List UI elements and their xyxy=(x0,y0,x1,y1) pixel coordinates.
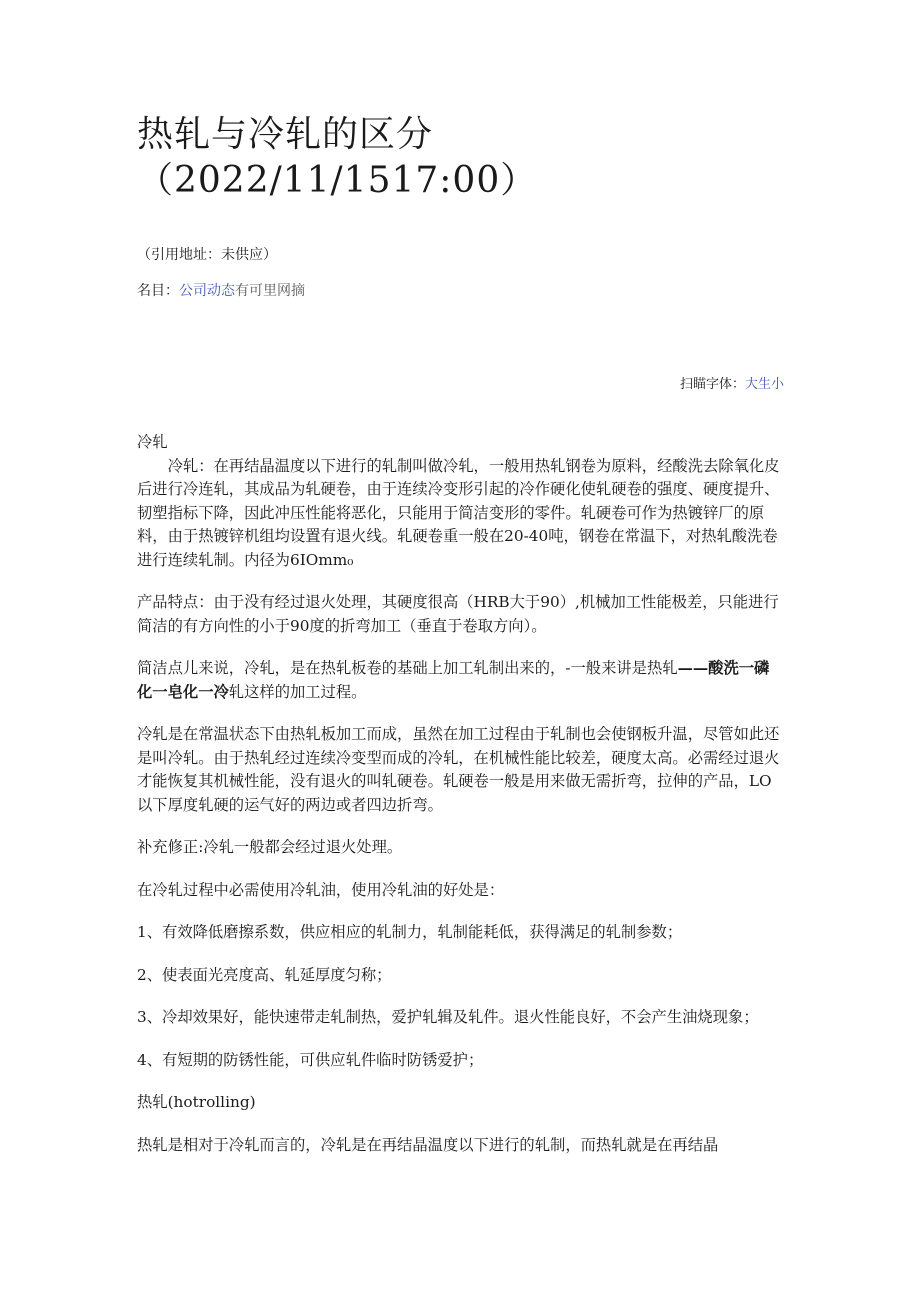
font-size-medium[interactable]: 生 xyxy=(757,377,771,392)
category-label: 名目： xyxy=(137,283,179,299)
page-title: 热轧与冷轧的区分（2022/11/1517:00） xyxy=(137,114,538,201)
list-item-1: 1、有效降低磨擦系数，供应相应的轧制力，轧制能耗低，获得满足的轧制参数； xyxy=(137,923,683,941)
section-heading-hot: 热轧(hotrolling) xyxy=(137,1093,256,1111)
paragraph-cold-definition: 冷轧：在再结晶温度以下进行的轧制叫做冷轧，一般用热轧钢卷为原料，经酸洗去除氧化皮后进行冷连轧，其成品为轧硬卷，由于连续冷变形引起的冷作硬化使轧硬卷的强度、硬度提升、韧塑指标下降，因此冲压性能将恶化，只能用于简洁变形的零件。轧硬卷可作为热镀锌厂的原料，由于热镀锌机组均设置有退火线。轧硬卷重一般在20-40吨，钢卷在常温下，对热轧酸洗卷进行连续轧制。内径为6IOmm₀ xyxy=(137,456,780,569)
paragraph-hot-definition: 热轧是相对于冷轧而言的，冷轧是在再结晶温度以下进行的轧制，而热轧就是在再结晶 xyxy=(137,1135,719,1154)
font-size-label: 扫瞄字体： xyxy=(679,377,745,392)
category-line xyxy=(137,281,784,301)
paragraph-process xyxy=(137,657,784,704)
font-size-large[interactable]: 大 xyxy=(744,377,758,392)
font-size-small[interactable]: 小 xyxy=(770,377,784,392)
list-item-2: 2、使表面光亮度高、轧延厚度匀称； xyxy=(137,965,392,984)
citation-address: （引用地址：未供应） xyxy=(137,247,277,263)
article-body xyxy=(137,431,784,1157)
paragraph-supplement: 补充修正:冷轧一般都会经过退火处理。 xyxy=(137,838,403,856)
paragraph-features: 产品特点：由于没有经过退火处理，其硬度很高（HRB大于90）,机械加工性能极差，只能进行简洁的有方向性的小于90度的折弯加工（垂直于卷取方向）。 xyxy=(137,593,779,635)
category-extra-text: 有可里网摘 xyxy=(235,283,305,299)
article xyxy=(137,0,784,1157)
process-text-c: 轧这样的加工过程。 xyxy=(228,682,367,701)
paragraph-oil-intro: 在冷轧过程中必需使用冷轧油，使用冷轧油的好处是： xyxy=(137,880,505,899)
paragraph-cold-detail: 冷轧是在常温状态下由热轧板加工而成，虽然在加工过程由于轧制也会使钢板升温，尽管如此还是叫冷轧。由于热轧经过连续冷变型而成的冷轧，在机械性能比较差，硬度太高。必需经过退火才能恢复其机械性能，没有退火的叫轧硬卷。轧硬卷一般是用来做无需折弯，拉伸的产品，LO以下厚度轧硬的运气好的两边或者四边折弯。 xyxy=(137,725,780,814)
category-link-company-news[interactable]: 公司动态 xyxy=(179,283,235,299)
process-text-bold: ——酸洗一磷化一皂化一冷 xyxy=(137,659,770,701)
list-item-4: 4、有短期的防锈性能，可供应轧件临时防锈爱护； xyxy=(137,1050,484,1069)
list-item-3: 3、冷却效果好，能快速带走轧制热，爱护轧辑及轧件。退火性能良好，不会产生油烧现象； xyxy=(137,1008,759,1026)
section-heading-cold: 冷轧 xyxy=(137,433,168,451)
font-size-switcher xyxy=(137,375,784,395)
process-text-a: 简洁点儿来说，冷轧，是在热轧板卷的基础上加工轧制出来的，-一般来讲是热轧 xyxy=(137,659,678,677)
